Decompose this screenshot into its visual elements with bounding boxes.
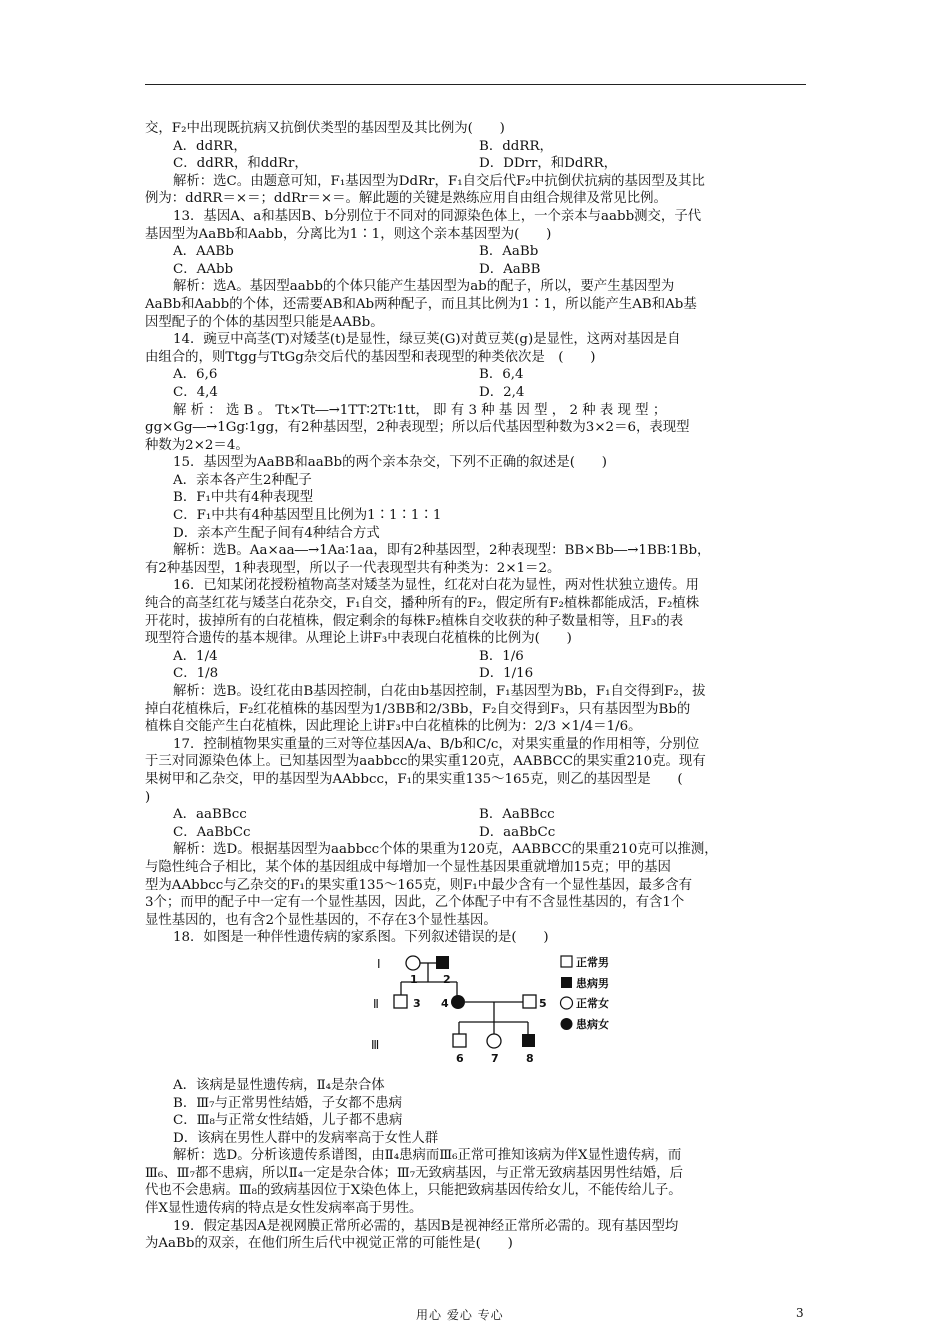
- text-line: 解析：选C。由题意可知，F₁基因型为DdRr，F₁自交后代F₂中抗倒伏抗病的基因型及其比: [173, 173, 705, 189]
- option-text: D．AaBB: [479, 261, 541, 277]
- footer-slogan: 用心 爱心 专心: [416, 1308, 504, 1322]
- option-text: D．1/16: [479, 666, 534, 682]
- gen-label-3: Ⅲ: [371, 1037, 380, 1052]
- text-line: 现型符合遗传的基本规律。从理论上讲F₃中表现白花植株的比例为( ): [145, 631, 572, 647]
- text-line: 伴X显性遗传病的特点是女性发病率高于男性。: [145, 1201, 423, 1217]
- text-line: D．亲本产生配子间有4种结合方式: [173, 525, 380, 541]
- number-8: 8: [526, 1051, 534, 1065]
- text-line: C．Ⅲ₈与正常女性结婚，儿子都不患病: [173, 1113, 403, 1129]
- option-text: B．AaBb: [479, 244, 539, 260]
- option-text: D．aaBbCc: [479, 824, 556, 840]
- text-line: Ⅲ₆、Ⅲ₇都不患病，所以Ⅱ₄一定是杂合体；Ⅲ₇无致病基因，与正常无致病基因男性结婚，后: [145, 1165, 683, 1181]
- text-line: 种数为2×2＝4。: [145, 437, 249, 453]
- option-text: C．AaBbCc: [173, 824, 251, 840]
- legend-label-normal-male: 正常男: [576, 955, 609, 969]
- text-line: B．F₁中共有4种表现型: [173, 490, 314, 506]
- option-row: [145, 665, 806, 683]
- option-row: [145, 155, 806, 173]
- legend-label-affected-female: 患病女: [576, 1017, 609, 1031]
- text-line: 有2种基因型，1种表现型，所以子一代表现型共有种类为：2×1＝2。: [145, 560, 561, 576]
- option-row: [145, 384, 806, 402]
- text-line: A．亲本各产生2种配子: [173, 472, 312, 488]
- option-text: A．AABb: [173, 244, 234, 260]
- text-line: 由组合的，则Ttgg与TtGg杂交后代的基因型和表现型的种类依次是 ( ): [145, 349, 596, 365]
- legend-label-affected-male: 患病男: [576, 976, 609, 990]
- number-3: 3: [413, 996, 421, 1010]
- individual-4-affected-female: [451, 995, 465, 1009]
- text-line: 解析：选D。分析该遗传系谱图，由Ⅱ₄患病而Ⅲ₆正常可推知该病为伴X显性遗传病，而: [173, 1148, 682, 1164]
- number-7: 7: [491, 1051, 499, 1065]
- pedigree-diagram: [145, 951, 806, 1071]
- option-text: B．ddRR，: [479, 138, 553, 154]
- text-line: 解析：选A。基因型aabb的个体只能产生基因型为ab的配子，所以，要产生基因型为: [173, 279, 675, 295]
- option-text: A．1/4: [173, 648, 218, 664]
- text-line: AaBb和Aabb的个体，还需要AB和Ab两种配子，而且其比例为1∶1，所以能产生AB和Ab基: [145, 296, 697, 312]
- legend-label-normal-female: 正常女: [576, 996, 609, 1010]
- text-line: 植株自交能产生白花植株，因此理论上讲F₃中白花植株的比例为：2/3 ×1/4＝1/6。: [145, 719, 642, 735]
- number-2: 2: [443, 972, 451, 986]
- text-line: 例为：ddRR＝×＝；ddRr＝×＝。解此题的关键是熟练应用自由组合规律及常见比例。: [145, 191, 667, 207]
- document-body: [145, 120, 806, 1253]
- text-line: D．该病在男性人群中的发病率高于女性人群: [173, 1130, 439, 1146]
- text-line: gg×Gg―→1Gg∶1gg，有2种基因型，2种表现型；所以后代基因型种数为3×2＝6，表现型: [145, 420, 690, 436]
- individual-6-normal-male: [453, 1034, 466, 1047]
- text-line: 显性基因的，也有含2个显性基因的，不存在3个显性基因。: [145, 912, 497, 928]
- option-row: [145, 806, 806, 824]
- text-line: 解析：选D。根据基因型为aabbcc个体的果重为120克，AABBCC的果重210克可以推测，: [173, 842, 718, 858]
- individual-3-normal-male: [394, 995, 407, 1008]
- option-row: [145, 648, 806, 666]
- text-line: 因型配子的个体的基因型只能是AABb。: [145, 314, 384, 330]
- individual-8-affected-male: [522, 1034, 535, 1047]
- text-line: ): [145, 789, 151, 805]
- legend-affected-female-icon: [561, 1018, 573, 1030]
- legend-normal-female-icon: [561, 997, 573, 1009]
- pedigree-chart: [145, 951, 806, 1071]
- option-text: B．6,4: [479, 367, 524, 383]
- text-line: 17．控制植物果实重量的三对等位基因A/a、B/b和C/c，对果实重量的作用相等，分别位: [173, 736, 700, 752]
- option-row: [145, 138, 806, 156]
- text-line: 果树甲和乙杂交，甲的基因型为AAbbcc，F₁的果实重135～165克，则乙的基因型是 (: [145, 771, 683, 787]
- individual-7-normal-female: [487, 1034, 501, 1048]
- gen-label-1: Ⅰ: [377, 956, 381, 971]
- text-line: 与隐性纯合子相比，某个体的基因组成中每增加一个显性基因果重就增加15克；甲的基因: [145, 859, 671, 875]
- text-line: 解析：选B。设红花由B基因控制，白花由b基因控制，F₁基因型为Bb，F₁自交得到F₂，拔: [173, 684, 706, 699]
- header-rule: [145, 84, 806, 85]
- text-line: 15．基因型为AaBB和aaBb的两个亲本杂交，下列不正确的叙述是( ): [173, 455, 607, 471]
- text-line: 交，F₂中出现既抗病又抗倒伏类型的基因型及其比例为( ): [145, 121, 505, 136]
- individual-1-normal-female: [406, 956, 420, 970]
- text-line: 13．基因A、a和基因B、b分别位于不同对的同源染色体上，一个亲本与aabb测交，子代: [173, 208, 702, 224]
- text-line: 代也不会患病。Ⅲ₈的致病基因位于X染色体上，只能把致病基因传给女儿，不能传给儿子。: [145, 1183, 682, 1199]
- page-number: 3: [796, 1306, 804, 1320]
- text-line: 16．已知某闭花授粉植物高茎对矮茎为显性，红花对白花为显性，两对性状独立遗传。用: [173, 578, 699, 594]
- option-text: D．DDrr，和DdRR，: [479, 156, 618, 172]
- text-line: A．该病是显性遗传病，Ⅱ₄是杂合体: [173, 1077, 385, 1093]
- text-line: 14．豌豆中高茎(T)对矮茎(t)是显性，绿豆荚(G)对黄豆荚(g)是显性，这两对基因是自: [173, 332, 681, 348]
- option-text: B．AaBBcc: [479, 807, 555, 823]
- option-text: A．6,6: [173, 367, 218, 383]
- individual-5-normal-male: [523, 995, 536, 1008]
- option-text: C．AAbb: [173, 261, 234, 277]
- text-line: 纯合的高茎红花与矮茎白花杂交，F₁自交，播种所有的F₂，假定所有F₂植株都能成活，F₂植株: [145, 596, 700, 612]
- text-line: 基因型为AaBb和Aabb，分离比为1∶1，则这个亲本基因型为( ): [145, 226, 552, 242]
- gen-label-2: Ⅱ: [373, 996, 379, 1011]
- legend-affected-male-icon: [561, 977, 572, 988]
- text-line: 解析：选B。Aa×aa―→1Aa∶1aa，即有2种基因型，2种表现型：BB×Bb―→1BB∶1Bb，: [173, 543, 711, 559]
- option-text: A．ddRR，: [173, 138, 247, 154]
- text-line: 18．如图是一种伴性遗传病的家系图。下列叙述错误的是( ): [173, 930, 549, 946]
- text-line: 于三对同源染色体上。已知基因型为aabbcc的果实重120克，AABBCC的果实重210克。现有: [145, 754, 706, 770]
- option-row: [145, 366, 806, 384]
- text-line: 3个；而甲的配子中一定有一个显性基因，因此，乙个体配子中有不含显性基因的，有含1个: [145, 895, 685, 911]
- individual-2-affected-male: [436, 956, 449, 969]
- number-4: 4: [441, 996, 449, 1010]
- option-text: C．1/8: [173, 666, 219, 682]
- text-line: 为AaBb的双亲，在他们所生后代中视觉正常的可能性是( ): [145, 1236, 513, 1252]
- option-text: C．4,4: [173, 384, 218, 400]
- option-text: A．aaBBcc: [173, 807, 247, 823]
- number-6: 6: [456, 1051, 464, 1065]
- legend-normal-male-icon: [561, 956, 572, 967]
- text-line: 掉白花植株后，F₂红花植株的基因型为1/3BB和2/3Bb，F₂自交得到F₃，只有基因型为Bb的: [145, 701, 691, 717]
- option-text: C．ddRR，和ddRr，: [173, 156, 308, 172]
- option-row: [145, 261, 806, 279]
- option-row: [145, 243, 806, 261]
- option-text: B．1/6: [479, 648, 524, 664]
- number-1: 1: [410, 972, 418, 986]
- text-line: 19．假定基因A是视网膜正常所必需的，基因B是视神经正常所必需的。现有基因型均: [173, 1218, 679, 1234]
- text-line: B．Ⅲ₇与正常男性结婚，子女都不患病: [173, 1095, 402, 1111]
- option-text: D．2,4: [479, 384, 525, 400]
- text-line: 开花时，拔掉所有的白花植株，假定剩余的每株F₂植株自交收获的种子数量相等，且F₃的表: [145, 613, 684, 629]
- text-line: 型为AAbbcc与乙杂交的F₁的果实重135～165克，则F₁中最少含有一个显性基因，最多含有: [145, 877, 693, 893]
- text-line: 解 析 ： 选 B 。 Tt×Tt―→1TT∶2Tt∶1tt， 即 有 3 种 基 因 型 ， 2 种 表 现 型 ；: [173, 402, 667, 418]
- text-line: C．F₁中共有4种基因型且比例为1∶1∶1∶1: [173, 508, 442, 524]
- number-5: 5: [539, 996, 547, 1010]
- option-row: [145, 824, 806, 842]
